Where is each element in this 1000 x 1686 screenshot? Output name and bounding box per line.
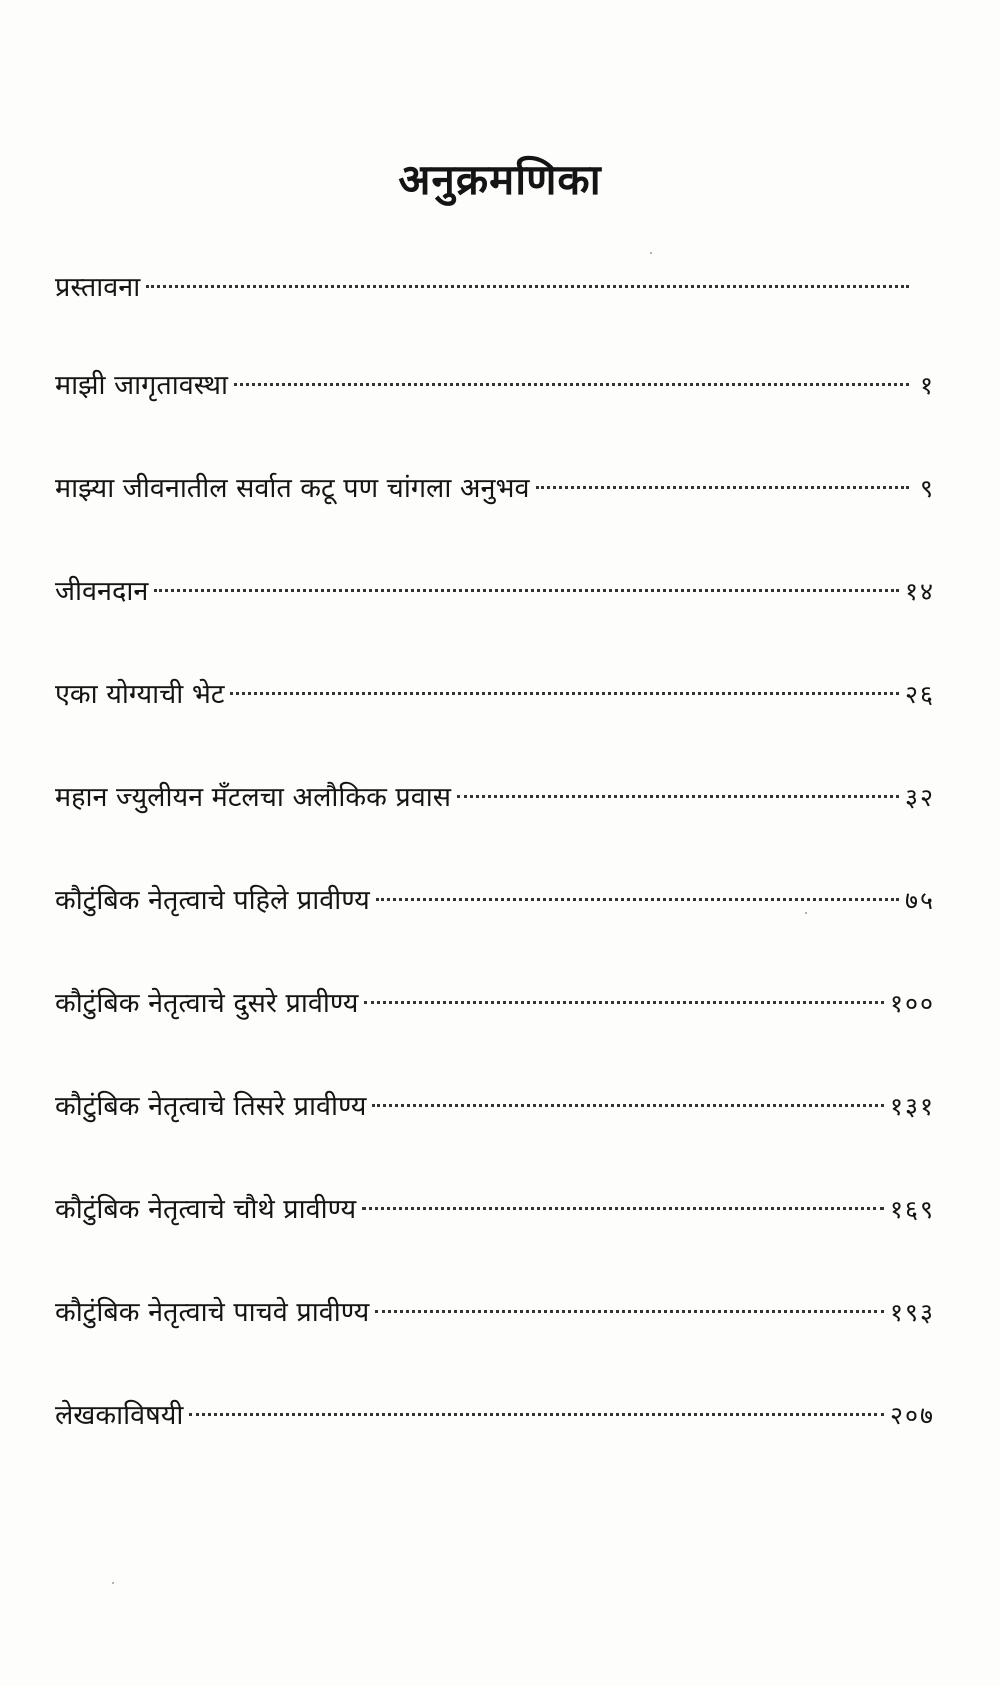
toc-entry-title: महान ज्युलीयन मँटलचा अलौकिक प्रवास [55,782,452,813]
table-of-contents [55,268,935,1499]
toc-entry [55,984,935,1087]
toc-entry-title: प्रस्तावना [55,272,141,303]
toc-entry [55,268,935,366]
toc-entry-title: कौटुंबिक नेतृत्वाचे दुसरे प्रावीण्य [55,988,359,1019]
dot-leader [376,898,899,901]
toc-entry-title: माझ्या जीवनातील सर्वात कटू पण चांगला अनुभव [55,473,530,504]
toc-entry [55,881,935,984]
toc-entry-title: कौटुंबिक नेतृत्वाचे पहिले प्रावीण्य [55,885,370,916]
dot-leader [364,1001,884,1004]
dot-leader [146,285,909,288]
toc-entry [55,366,935,469]
toc-entry-page: ३२ [904,783,935,812]
dot-leader [362,1207,884,1210]
toc-entry-page: ७५ [904,886,935,915]
toc-entry-page: १३१ [889,1092,935,1121]
toc-entry-title: कौटुंबिक नेतृत्वाचे पाचवे प्रावीण्य [55,1297,370,1328]
toc-entry [55,675,935,778]
toc-entry-page: १६९ [889,1195,935,1224]
toc-entry [55,1190,935,1293]
dot-leader [154,589,899,592]
toc-entry-title: कौटुंबिक नेतृत्वाचे चौथे प्रावीण्य [55,1194,357,1225]
dot-leader [230,692,899,695]
toc-entry-title: कौटुंबिक नेतृत्वाचे तिसरे प्रावीण्य [55,1091,367,1122]
paper-speck [112,1582,114,1584]
dot-leader [234,383,909,386]
toc-entry-title: माझी जागृतावस्था [55,370,228,401]
toc-entry [55,1396,935,1499]
toc-entry-page: ९ [919,474,935,503]
paper-speck [650,252,652,254]
dot-leader [536,486,909,489]
toc-entry-page: १९३ [889,1298,935,1327]
toc-entry-page: १०० [889,989,935,1018]
dot-leader [189,1413,884,1416]
toc-entry-page: २६ [904,680,935,709]
toc-entry-title: जीवनदान [55,576,149,607]
dot-leader [457,795,899,798]
toc-entry-title: एका योग्याची भेट [55,679,225,710]
toc-entry [55,1087,935,1190]
toc-entry [55,778,935,881]
toc-entry [55,1293,935,1396]
paper-speck [805,912,807,914]
toc-entry [55,469,935,572]
toc-entry [55,572,935,675]
toc-entry-page: २०७ [889,1401,935,1430]
page-title: अनुक्रमणिका [398,155,602,204]
toc-entry-page: १४ [904,577,935,606]
toc-entry-title: लेखकाविषयी [55,1400,184,1431]
dot-leader [375,1310,884,1313]
dot-leader [372,1104,884,1107]
toc-entry-page: १ [919,371,935,400]
